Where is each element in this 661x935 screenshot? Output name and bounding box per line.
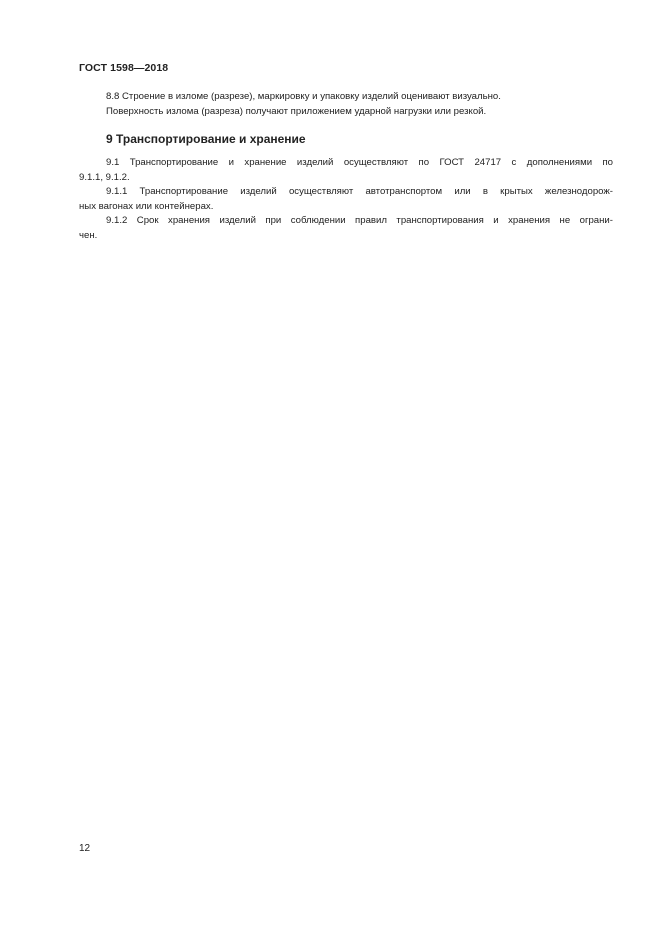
paragraph-9-1-1 <box>79 185 613 214</box>
paragraph-line: 9.1.1, 9.1.2. <box>79 171 130 183</box>
paragraph-line: 8.8 Строение в изломе (разрезе), маркировку и упаковку изделий оценивают визуально. <box>106 91 501 102</box>
paragraph-line: Поверхность излома (разреза) получают приложением ударной нагрузки или резкой. <box>106 105 487 117</box>
document-header: ГОСТ 1598—2018 <box>79 62 169 74</box>
paragraph-9-1 <box>79 156 613 185</box>
paragraph-line: чен. <box>79 229 98 241</box>
section-title: 9 Транспортирование и хранение <box>106 132 306 146</box>
paragraph-line: 9.1 Транспортирование и хранение изделий осуществляют по ГОСТ 24717 с дополнениями по <box>106 157 613 168</box>
paragraph-line: ных вагонах или контейнерах. <box>79 200 214 212</box>
paragraph-line: 9.1.2 Срок хранения изделий при соблюдении правил транспортирования и хранения не ограни- <box>106 215 613 226</box>
paragraph-line: 9.1.1 Транспортирование изделий осуществляют автотранспортом или в крытых железнодорож- <box>106 186 613 197</box>
page-number: 12 <box>79 843 91 854</box>
paragraph-8-8 <box>79 90 613 119</box>
document-body <box>79 90 613 243</box>
paragraph-9-1-2 <box>79 214 613 243</box>
